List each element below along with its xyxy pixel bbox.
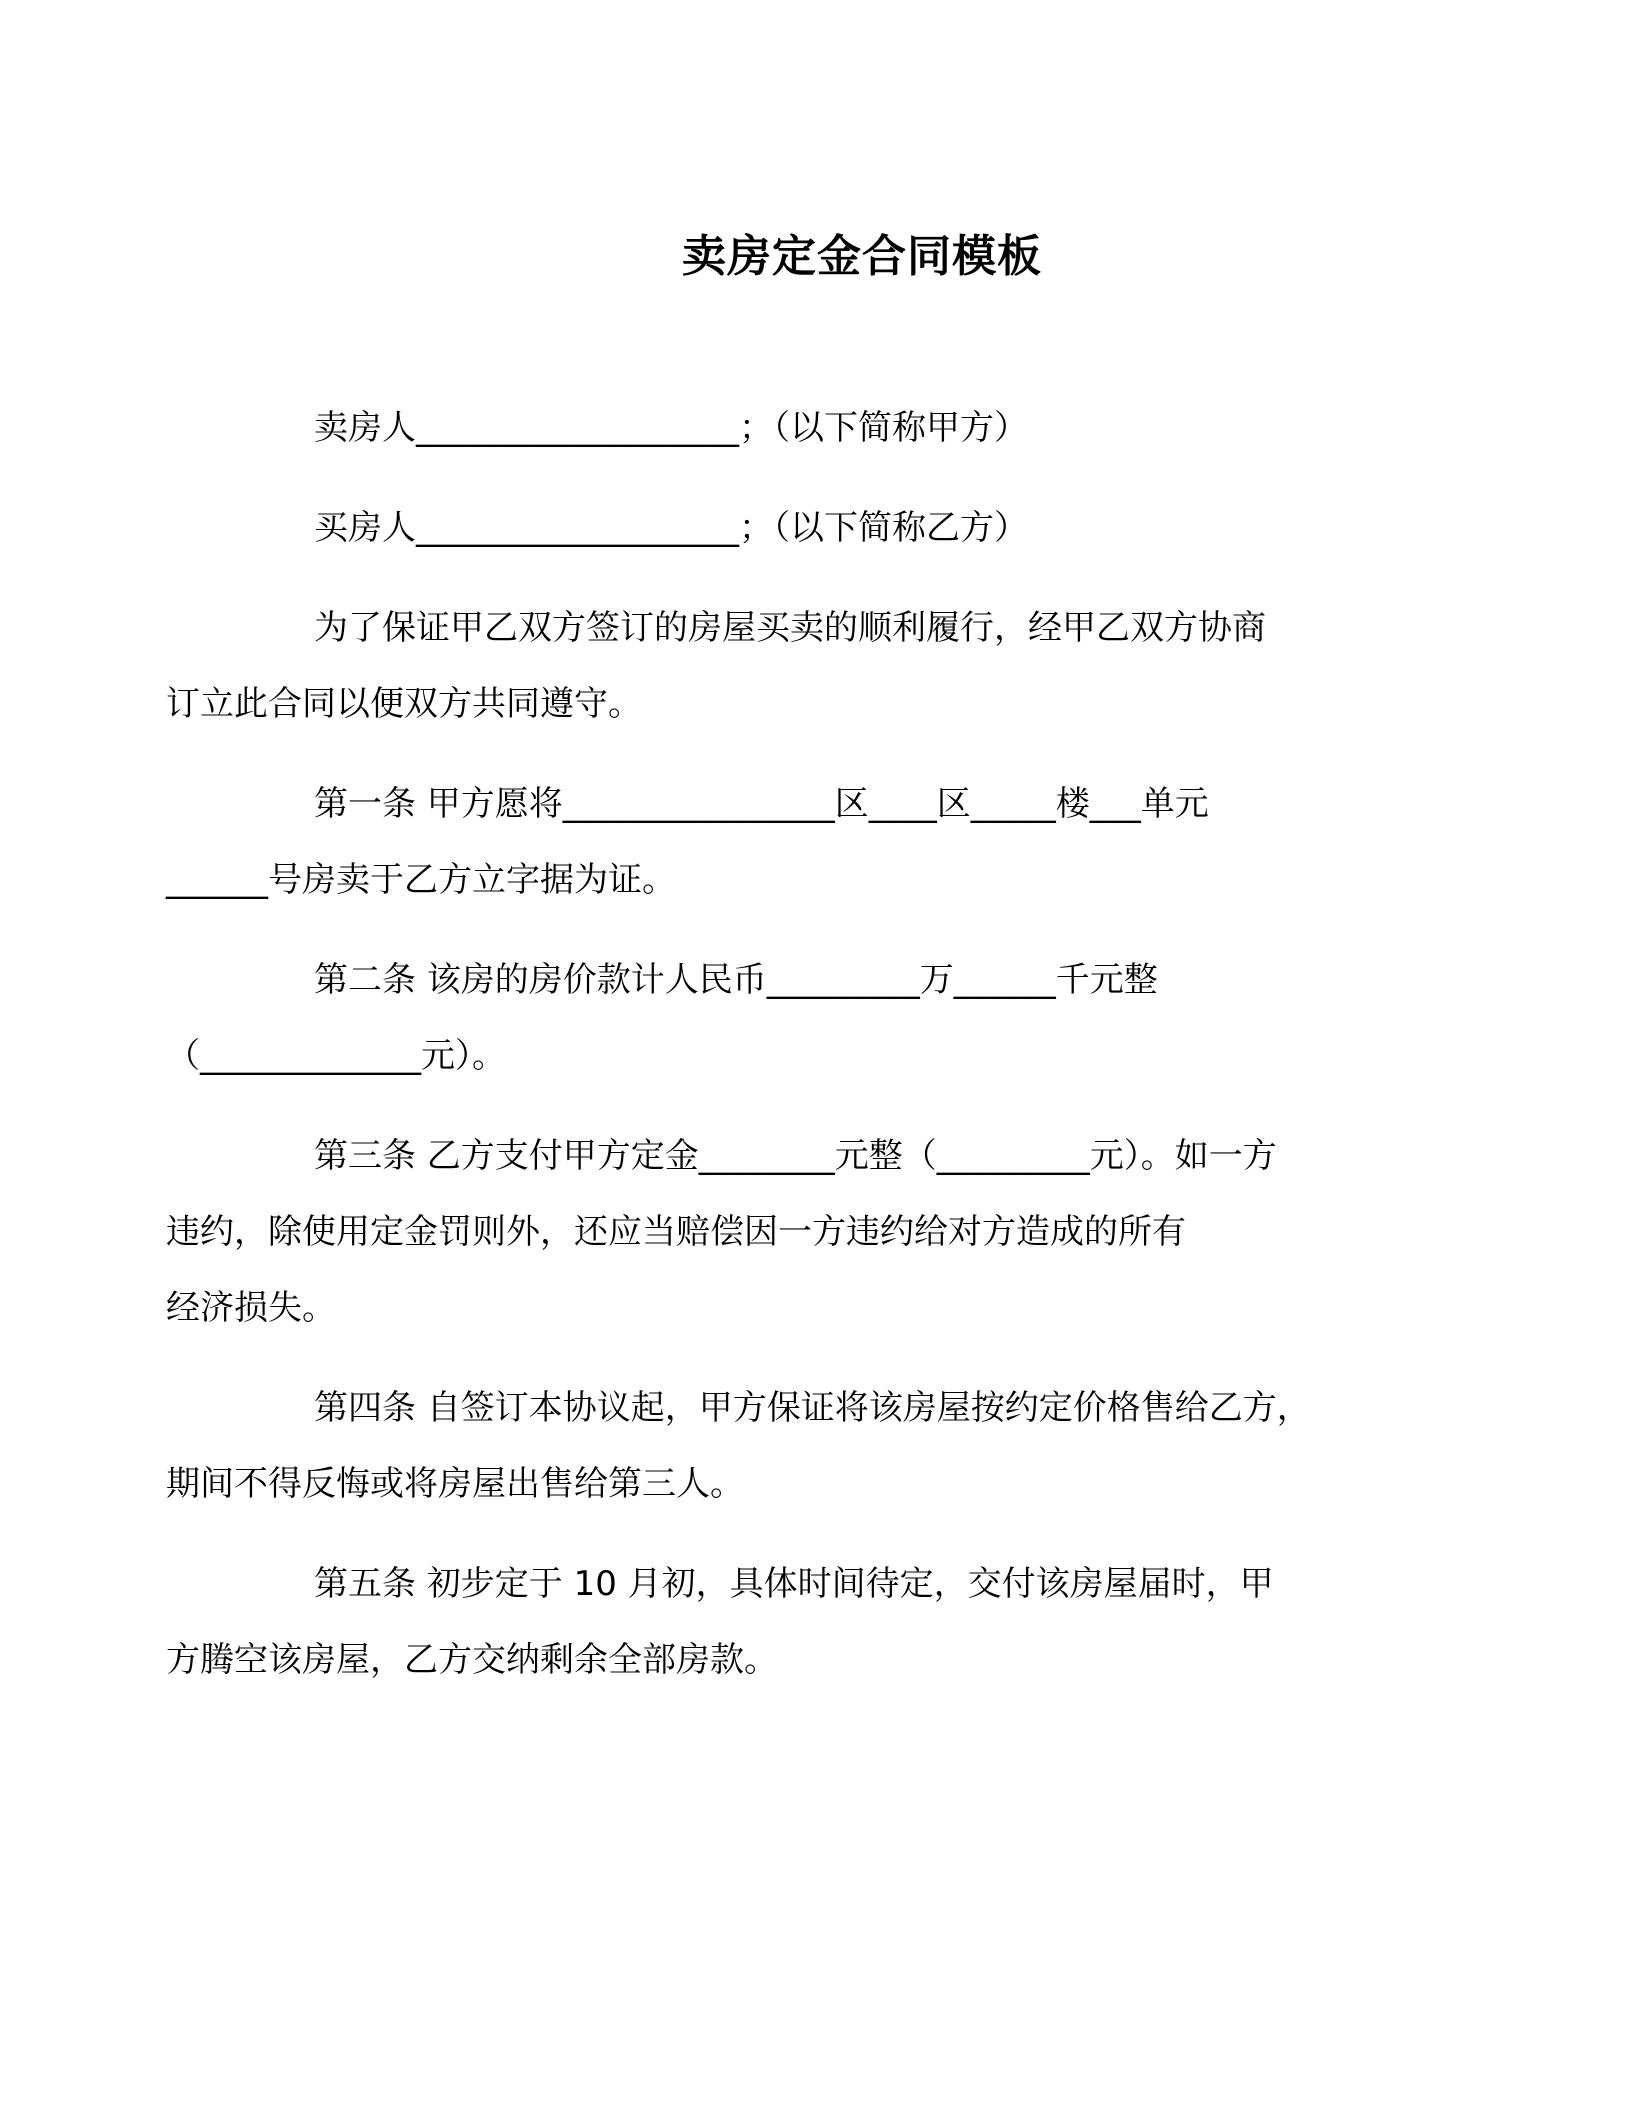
article-4-line-2: 期间不得反悔或将房屋出售给第三人。 xyxy=(166,1464,744,1504)
article-2-line-1: 第二条 该房的房价款计人民币_________万______千元整 xyxy=(314,960,1158,1000)
article-2-line-2: （_____________元）。 xyxy=(166,1036,506,1076)
document-body xyxy=(166,390,1380,1722)
buyer-line xyxy=(240,490,1380,566)
preamble-line-1: 为了保证甲乙双方签订的房屋买卖的顺利履行，经甲乙双方协商 xyxy=(314,608,1266,648)
document-title: 卖房定金合同模板 xyxy=(682,231,1042,282)
article-4-line-1: 第四条 自签订本协议起，甲方保证将该房屋按约定价格售给乙方， xyxy=(314,1388,1311,1428)
article-3-paragraph xyxy=(166,1118,1380,1346)
article-5-line-2: 方腾空该房屋，乙方交纳剩余全部房款。 xyxy=(166,1640,778,1680)
article-4-paragraph xyxy=(166,1370,1380,1522)
article-3-line-1: 第三条 乙方支付甲方定金________元整（_________元）。如一方 xyxy=(314,1136,1277,1176)
preamble-paragraph xyxy=(166,590,1380,742)
article-1-paragraph xyxy=(166,766,1380,918)
seller-line-text: 卖房人___________________；（以下简称甲方） xyxy=(314,408,1028,448)
preamble-line-2: 订立此合同以便双方共同遵守。 xyxy=(166,684,642,724)
article-1-line-1: 第一条 甲方愿将________________区____区_____楼___单元 xyxy=(314,784,1209,824)
article-3-line-2: 违约，除使用定金罚则外，还应当赔偿因一方违约给对方造成的所有 xyxy=(166,1212,1186,1252)
article-5-line-1: 第五条 初步定于 10 月初，具体时间待定，交付该房屋届时，甲 xyxy=(314,1564,1274,1604)
seller-line xyxy=(240,390,1380,466)
article-2-paragraph xyxy=(166,942,1380,1094)
article-3-line-3: 经济损失。 xyxy=(166,1288,336,1328)
article-1-line-2: ______号房卖于乙方立字据为证。 xyxy=(166,860,676,900)
article-5-paragraph xyxy=(166,1546,1380,1698)
buyer-line-text: 买房人___________________；（以下简称乙方） xyxy=(314,508,1028,548)
